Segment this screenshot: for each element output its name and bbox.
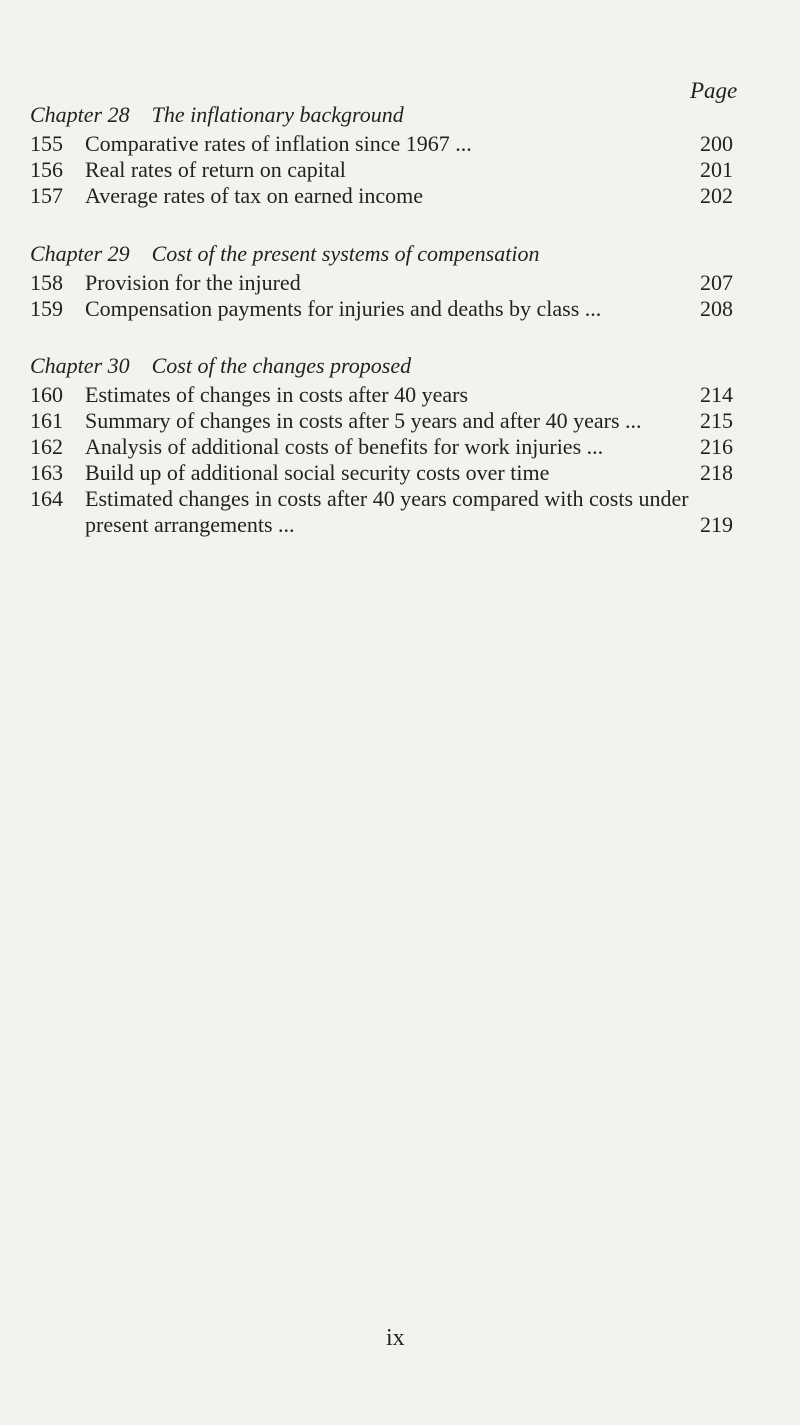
entry-number: 157 [30,183,63,208]
chapter-heading [30,241,539,267]
entry-page: 215 [700,408,733,433]
entry-page: 200 [700,131,733,156]
entry-title: Average rates of tax on earned income [85,183,423,208]
entry-number: 163 [30,460,63,485]
entry-number: 162 [30,434,63,459]
entry-number: 161 [30,408,63,433]
entry-page: 208 [700,296,733,321]
entry-page: 219 [700,512,733,537]
entry-page: 218 [700,460,733,485]
entry-page: 214 [700,382,733,407]
entry-number: 158 [30,270,63,295]
entry-number: 160 [30,382,63,407]
chapter-number: Chapter 29 [30,241,130,266]
entry-title-continuation: present arrangements ... [85,512,295,537]
entry-title: Compensation payments for injuries and deaths by class ... [85,296,602,321]
entry-page: 201 [700,157,733,182]
entry-page: 202 [700,183,733,208]
chapter-number: Chapter 30 [30,353,130,378]
entry-page: 207 [700,270,733,295]
entry-page: 216 [700,434,733,459]
entry-title: Summary of changes in costs after 5 years and after 40 years ... [85,408,642,433]
chapter-title: Cost of the present systems of compensation [151,241,540,266]
entry-title: Estimated changes in costs after 40 years compared with costs under [85,486,689,511]
entry-number: 159 [30,296,63,321]
entry-title: Comparative rates of inflation since 1967 ... [85,131,472,156]
page-number-footer: ix [386,1325,405,1351]
chapter-heading [30,102,404,128]
entry-title: Build up of additional social security costs over time [85,460,550,485]
page-column-heading: Page [690,78,738,103]
chapter-number: Chapter 28 [30,102,130,127]
chapter-title: The inflationary background [151,102,404,127]
entry-title: Real rates of return on capital [85,157,346,182]
entry-number: 156 [30,157,63,182]
chapter-title: Cost of the changes proposed [151,353,412,378]
entry-title: Analysis of additional costs of benefits for work injuries ... [85,434,604,459]
chapter-heading [30,353,411,379]
entry-number: 164 [30,486,63,511]
entry-title: Estimates of changes in costs after 40 years [85,382,469,407]
entry-title: Provision for the injured [85,270,301,295]
entry-number: 155 [30,131,63,156]
